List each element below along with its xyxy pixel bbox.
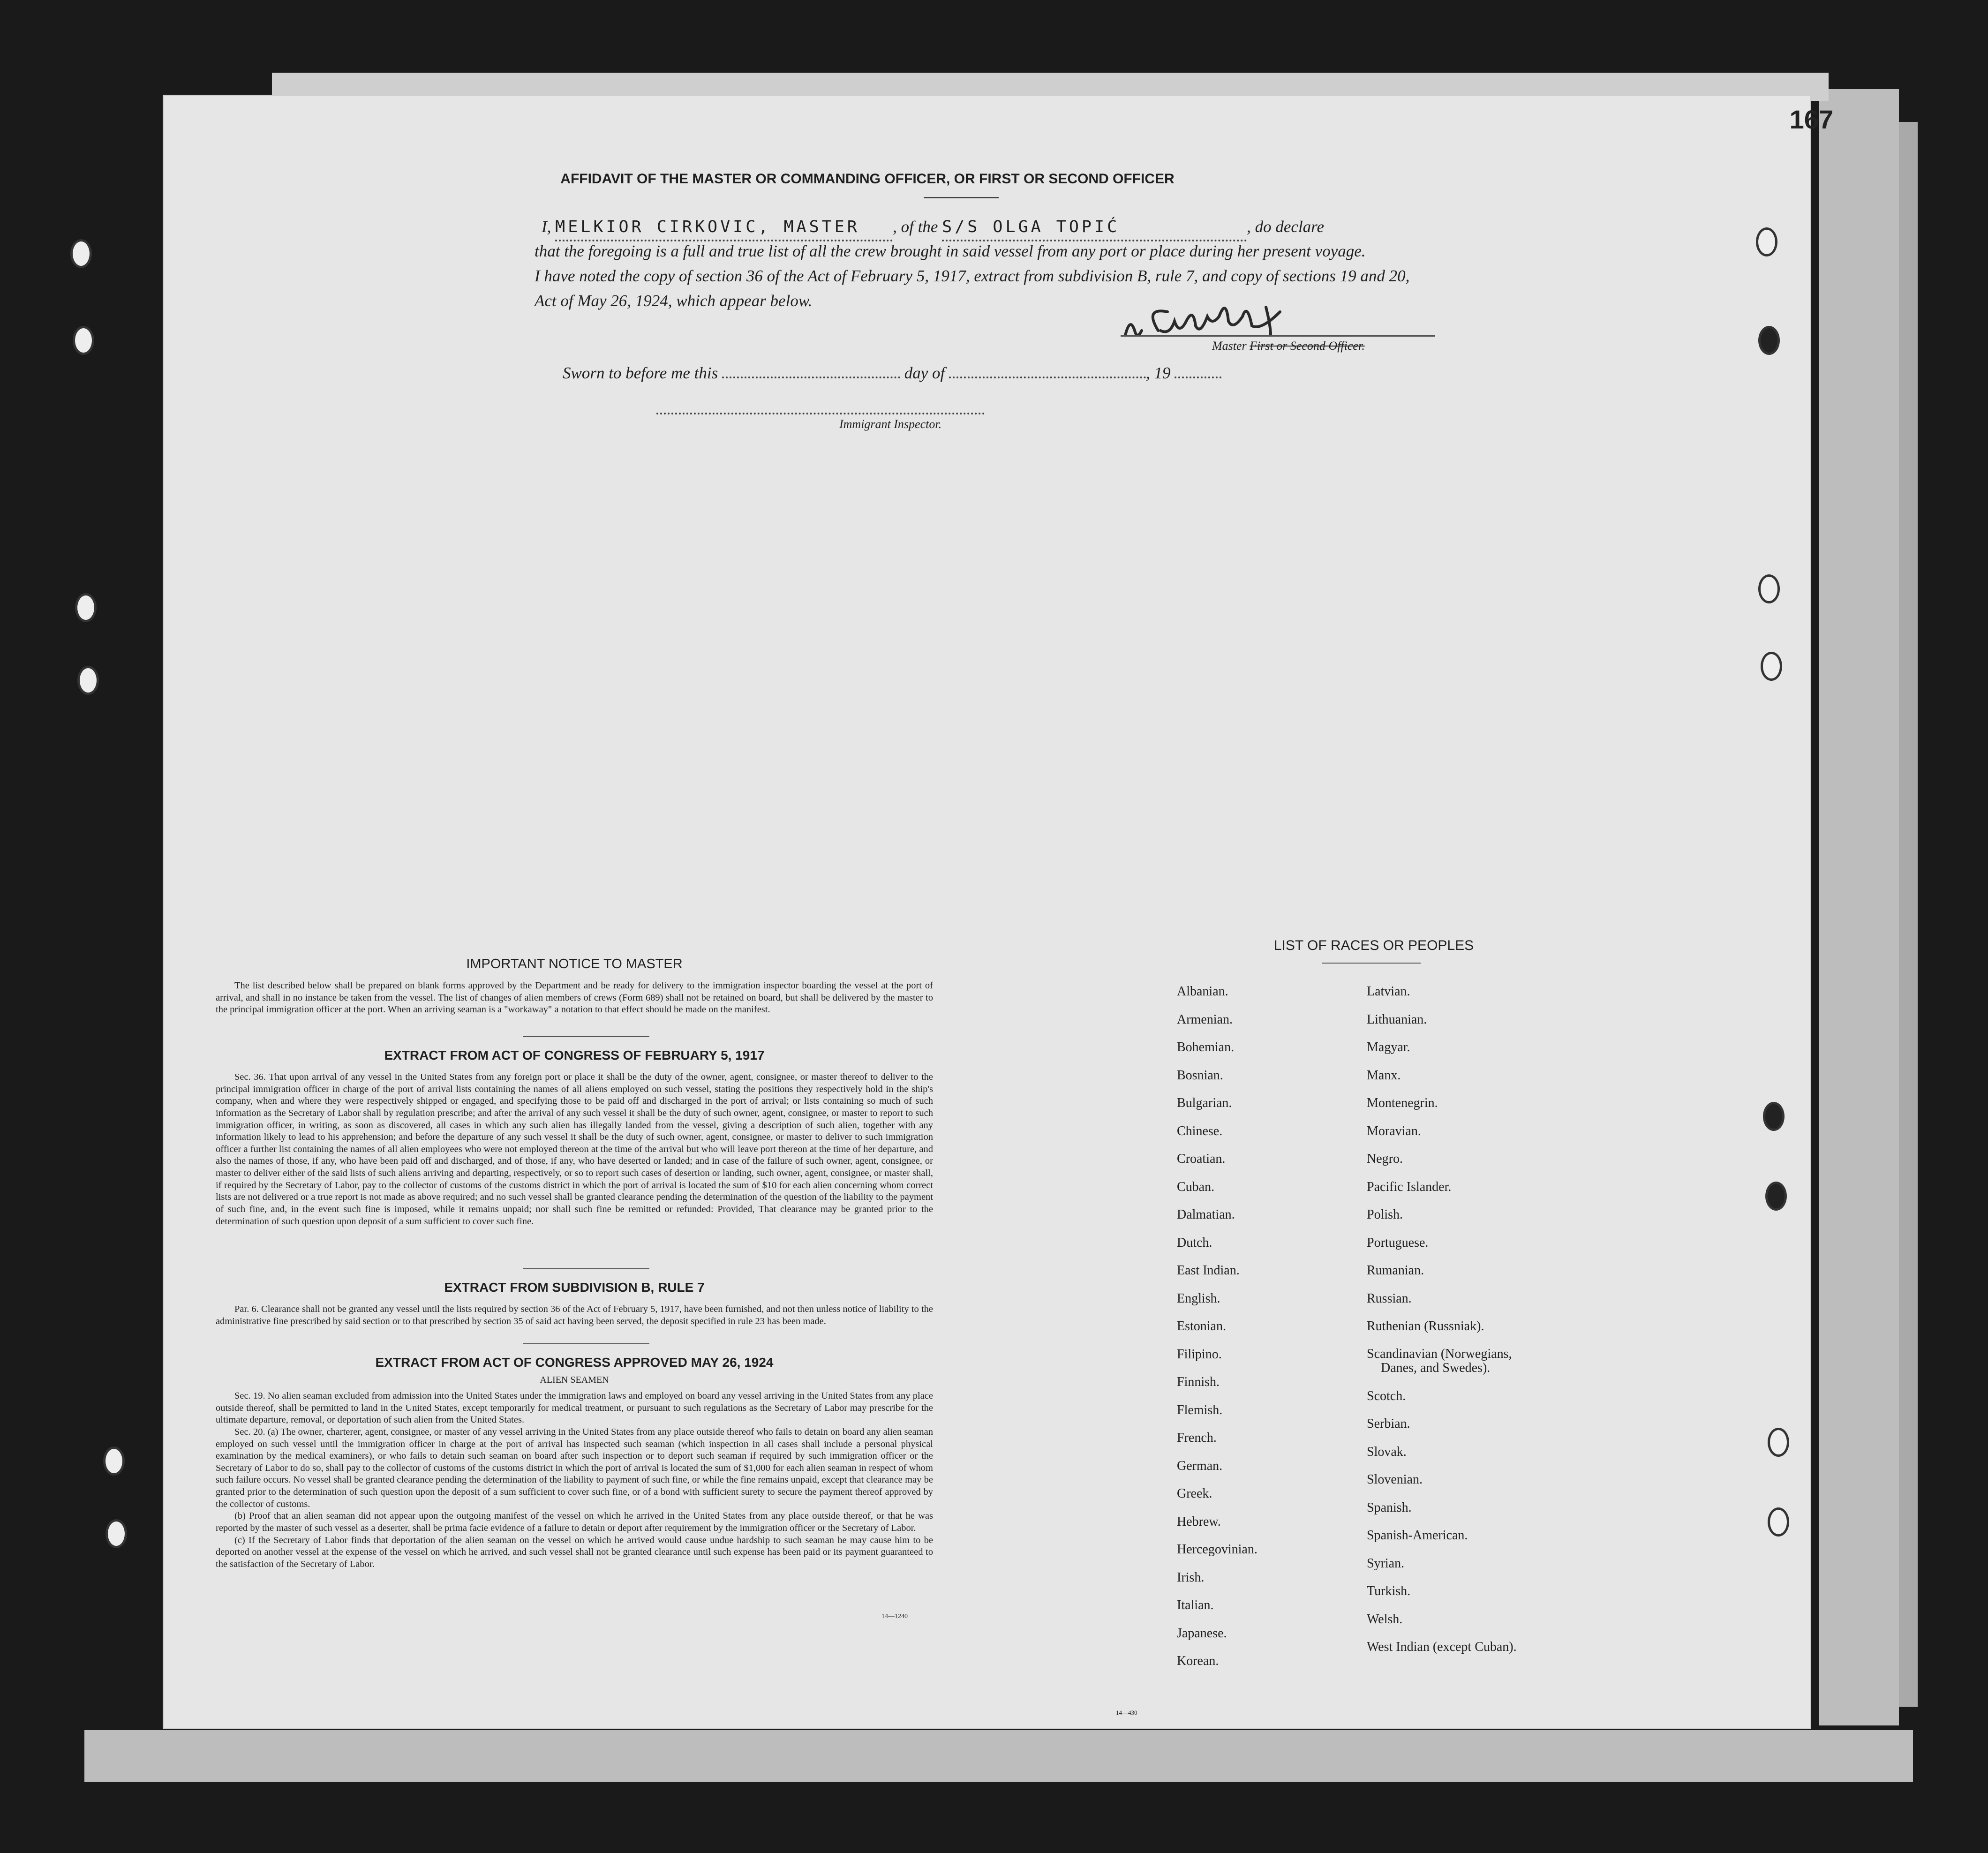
alien-seamen-subtitle: ALIEN SEAMEN — [540, 1375, 609, 1385]
punch-hole — [1758, 574, 1780, 603]
vessel-name: S/S OLGA TOPIĆ — [942, 218, 1120, 236]
underlying-page-right — [1819, 89, 1899, 1725]
sec-19: Sec. 19. No alien seaman excluded from admission into the United States under the immigration laws and employed on board any vessel arriving in the United States from any place outside thereof, shall be permitted to land in the United States, except temporarily for medical treatment, or pursuant to such regulations as the Secretary of Labor may prescribe for the ultimate departure, removal, or deportation of such alien from the United States. — [216, 1391, 933, 1425]
of-the-label: , of the — [893, 218, 938, 236]
extract-1924-title: EXTRACT FROM ACT OF CONGRESS APPROVED MAY 26, 1924 — [375, 1355, 774, 1370]
punch-hole — [77, 666, 99, 695]
races-rule — [1322, 963, 1421, 964]
page-number: 167 — [1789, 105, 1833, 134]
race-item: Moravian. — [1367, 1123, 1421, 1138]
race-item: Ruthenian (Russniak). — [1367, 1319, 1484, 1333]
race-item: Bohemian. — [1177, 1040, 1235, 1055]
struck-officer-label: First or Second Officer. — [1250, 339, 1365, 353]
race-item: Greek. — [1177, 1486, 1212, 1501]
i-label: I, — [542, 218, 551, 236]
punch-hole — [1765, 1182, 1787, 1211]
race-item: Filipino. — [1177, 1347, 1222, 1362]
race-item: Danes, and Swedes). — [1381, 1360, 1491, 1375]
race-item: German. — [1177, 1458, 1223, 1473]
race-item: Korean. — [1177, 1654, 1219, 1668]
races-left-column — [1177, 978, 1258, 1675]
race-item: Magyar. — [1367, 1040, 1410, 1055]
race-item: East Indian. — [1177, 1263, 1240, 1278]
race-item: Cuban. — [1177, 1179, 1215, 1194]
race-item: West Indian (except Cuban). — [1367, 1640, 1517, 1654]
race-item: Slovenian. — [1367, 1472, 1423, 1487]
race-item: Finnish. — [1177, 1375, 1220, 1389]
affidavit-line-3: I have noted the copy of section 36 of the Act of February 5, 1917, extract from subdivision B, rule 7, and copy of sections 19 and 20, — [535, 267, 1410, 285]
notice-rule — [523, 1036, 649, 1037]
punch-hole — [1758, 326, 1780, 355]
title-rule — [924, 197, 999, 198]
race-item: Montenegrin. — [1367, 1096, 1438, 1110]
day-of-label: day of — [904, 364, 945, 382]
punch-hole — [1756, 227, 1777, 256]
sworn-line — [563, 361, 1360, 386]
race-item: Welsh. — [1367, 1612, 1403, 1627]
affidavit-line-4: Act of May 26, 1924, which appear below. — [535, 292, 813, 310]
race-item: Pacific Islander. — [1367, 1179, 1452, 1194]
race-item: Russian. — [1367, 1291, 1412, 1306]
notice-body: The list described below shall be prepared on blank forms approved by the Department and be ready for delivery to the immigration inspector boarding the vessel at the port of arrival, and shall in no instance be taken from the vessel. The list of changes of alien members of crews (Form 689) shall not be retained on board, but shall be delivered by the master to the principal immigration officer at the port. When an arriving seaman is a "workaway" a notation to that effect should be made on the manifest. — [216, 980, 933, 1015]
race-item: Armenian. — [1177, 1012, 1233, 1027]
race-item: Scandinavian (Norwegians, — [1367, 1346, 1512, 1361]
affidavit-line-2: that the foregoing is a full and true list of all the crew brought in said vessel from any port or place during her present voyage. — [535, 242, 1366, 260]
race-item: Portuguese. — [1367, 1235, 1429, 1250]
race-item: Turkish. — [1367, 1584, 1411, 1598]
race-item: Hercegovinian. — [1177, 1542, 1258, 1557]
race-item: Negro. — [1367, 1152, 1403, 1166]
race-item: Slovak. — [1367, 1444, 1407, 1459]
race-item: Croatian. — [1177, 1152, 1226, 1166]
race-item: Scotch. — [1367, 1388, 1406, 1403]
race-item: Dalmatian. — [1177, 1207, 1235, 1222]
sec-20a: Sec. 20. (a) The owner, charterer, agent, consignee, or master of any vessel arriving in the United States from any place outside thereof who fails to detain on board any alien seaman employed on such vessel until the immigration officer in charge at the port of arrival has inspected such seaman (which inspection in all cases shall include a personal physical examination by the medical examiners), or who fails to detain such seaman on board after such inspection or to deport such seaman if required by such immigration officer or the Secretary of Labor to do so, shall pay to the collector of customs of the customs district in which the port of arrival is located the sum of $1,000 for each alien seaman in respect of whom such failure occurs. No vessel shall be granted clearance pending the determination of the liability to payment of such fine, or while the fine remains unpaid, except that clearance may be granted prior to the determination of such question upon the deposit of a sum sufficient to cover such fine, or of a bond with sufficient surety to secure the payment thereof approved by the collector of customs. — [216, 1426, 933, 1509]
extract-1917-rule — [523, 1268, 649, 1269]
sec-20b: (b) Proof that an alien seaman did not appear upon the outgoing manifest of the vessel on which he arrived in the United States from any place outside thereof, or that he was reported by the master of such vessel as a deserter, shall be prima facie evidence of a failure to detain or deport after requirement by the immigration officer or the Secretary of Labor. — [216, 1511, 933, 1533]
race-item: Spanish-American. — [1367, 1528, 1468, 1543]
race-item: Syrian. — [1367, 1556, 1405, 1571]
race-item: English. — [1177, 1291, 1220, 1306]
race-item: Rumanian. — [1367, 1263, 1424, 1278]
year-label: , 19 — [1145, 364, 1171, 382]
races-title: LIST OF RACES OR PEOPLES — [1273, 938, 1474, 953]
race-item: Hebrew. — [1177, 1514, 1221, 1529]
underlying-page-right-2 — [1899, 122, 1918, 1707]
sec-20c: (c) If the Secretary of Labor finds that deportation of the alien seaman on the vessel on which he arrived would cause undue hardship to such seaman he may cause him to be deported on another vessel at the expense of the vessel on which he arrived, and such vessel shall not be granted clearance until such expense has been paid or its payment guaranteed to the satisfaction of the Secretary of Labor. — [216, 1535, 933, 1569]
affidavit-line-1 — [542, 215, 1620, 241]
race-item: Flemish. — [1177, 1402, 1223, 1417]
punch-hole — [1761, 652, 1782, 681]
race-item: Latvian. — [1367, 984, 1410, 999]
signer-label-line — [1212, 337, 1365, 355]
race-item: Bulgarian. — [1177, 1096, 1232, 1110]
race-item: Manx. — [1367, 1068, 1401, 1083]
footer-form-number: 14—430 — [1116, 1709, 1137, 1716]
do-declare-label: , do declare — [1247, 218, 1325, 236]
sworn-label: Sworn to before me this — [563, 364, 718, 382]
punch-hole — [70, 239, 92, 268]
race-item: Italian. — [1177, 1598, 1214, 1612]
extract-1924-body — [216, 1390, 933, 1570]
underlying-page-bottom — [84, 1730, 1913, 1782]
race-item: Chinese. — [1177, 1123, 1223, 1138]
rule7-rule — [523, 1343, 649, 1344]
race-item: Lithuanian. — [1367, 1012, 1427, 1027]
race-item: Spanish. — [1367, 1500, 1412, 1515]
race-item: Estonian. — [1177, 1319, 1226, 1333]
race-item: Albanian. — [1177, 984, 1228, 999]
extract-1917-title: EXTRACT FROM ACT OF CONGRESS OF FEBRUARY 5, 1917 — [384, 1048, 765, 1062]
inspector-line — [656, 413, 985, 414]
punch-hole — [103, 1446, 125, 1476]
rule7-title: EXTRACT FROM SUBDIVISION B, RULE 7 — [444, 1280, 705, 1295]
race-item: French. — [1177, 1431, 1217, 1445]
race-item: Irish. — [1177, 1570, 1205, 1585]
race-item: Serbian. — [1367, 1416, 1410, 1431]
punch-hole — [105, 1519, 127, 1548]
extract-1917-body: Sec. 36. That upon arrival of any vessel in the United States from any foreign port or place it shall be the duty of the owner, agent, consignee, or master thereof to deliver to the principal immigration officer in charge of the port of arrival lists containing the names of all aliens employed on such vessel, stating the positions they respectively hold in the ship's company, when and where they were respectively shipped or engaged, and specifying those to be paid off and discharged in the port of arrival; or lists containing so much of such information as the Secretary of Labor shall by regulation prescribe; and after the arrival of any such vessel it shall be the duty of such owner, agent, consignee, or master to report to such immigration officer, in writing, as soon as discovered, all cases in which any such alien has illegally landed from the vessel, giving a description of such alien, together with any information likely to lead to his apprehension; and before the departure of any such vessel it shall be the duty of such owner, agent, consignee, or master to deliver to such immigration officer a further list containing the names of all alien employees who were not employed thereon at the time of the arrival but who will leave port thereon at the time of her departure, and also the names of those, if any, who have been paid off and discharged, and of those, if any, who have deserted or landed; and in case of the failure of such owner, agent, consignee, or master to deliver either of the said lists of such aliens arriving and departing, respectively, or so to report such cases of desertion or landing, such owner, agent, consignee, or master shall, if required by the Secretary of Labor, pay to the collector of customs of the customs district in which the port of arrival is located the sum of $10 for each alien concerning whom correct lists are not delivered or a true report is not made as above required; and no such vessel shall be granted clearance pending the determination of the question of the liability to the payment of such fine, and, in the event such fine is imposed, while it remains unpaid; nor shall such fine be remitted or refunded: Provided, That clearance may be granted prior to the determination of such question upon deposit of a sum sufficient to cover such fine. — [216, 1072, 933, 1227]
race-item: Dutch. — [1177, 1235, 1212, 1250]
affidavit-title: AFFIDAVIT OF THE MASTER OR COMMANDING OFFICER, OR FIRST OR SECOND OFFICER — [560, 171, 1175, 187]
race-item: Bosnian. — [1177, 1068, 1223, 1083]
rule7-body: Par. 6. Clearance shall not be granted any vessel until the lists required by section 36 of the Act of February 5, 1917, have been furnished, and not then unless notice of liability to the administrative fine prescribed by said section or to that prescribed by section 35 of said act having been served, the deposit specified in rule 23 has been made. — [216, 1304, 933, 1326]
punch-hole — [1763, 1102, 1785, 1131]
master-label: Master — [1212, 339, 1247, 353]
punch-hole — [1768, 1507, 1789, 1537]
notice-title: IMPORTANT NOTICE TO MASTER — [466, 957, 683, 972]
races-right-column — [1367, 978, 1517, 1661]
form-number: 14—1240 — [881, 1613, 908, 1620]
inspector-label: Immigrant Inspector. — [839, 417, 942, 431]
race-item: Polish. — [1367, 1207, 1403, 1222]
punch-hole — [73, 326, 94, 355]
punch-hole — [1768, 1428, 1789, 1457]
race-item: Japanese. — [1177, 1626, 1227, 1641]
document-page — [164, 96, 1810, 1728]
master-name: MELKIOR CIRKOVIC, MASTER — [555, 218, 860, 236]
punch-hole — [75, 593, 97, 622]
